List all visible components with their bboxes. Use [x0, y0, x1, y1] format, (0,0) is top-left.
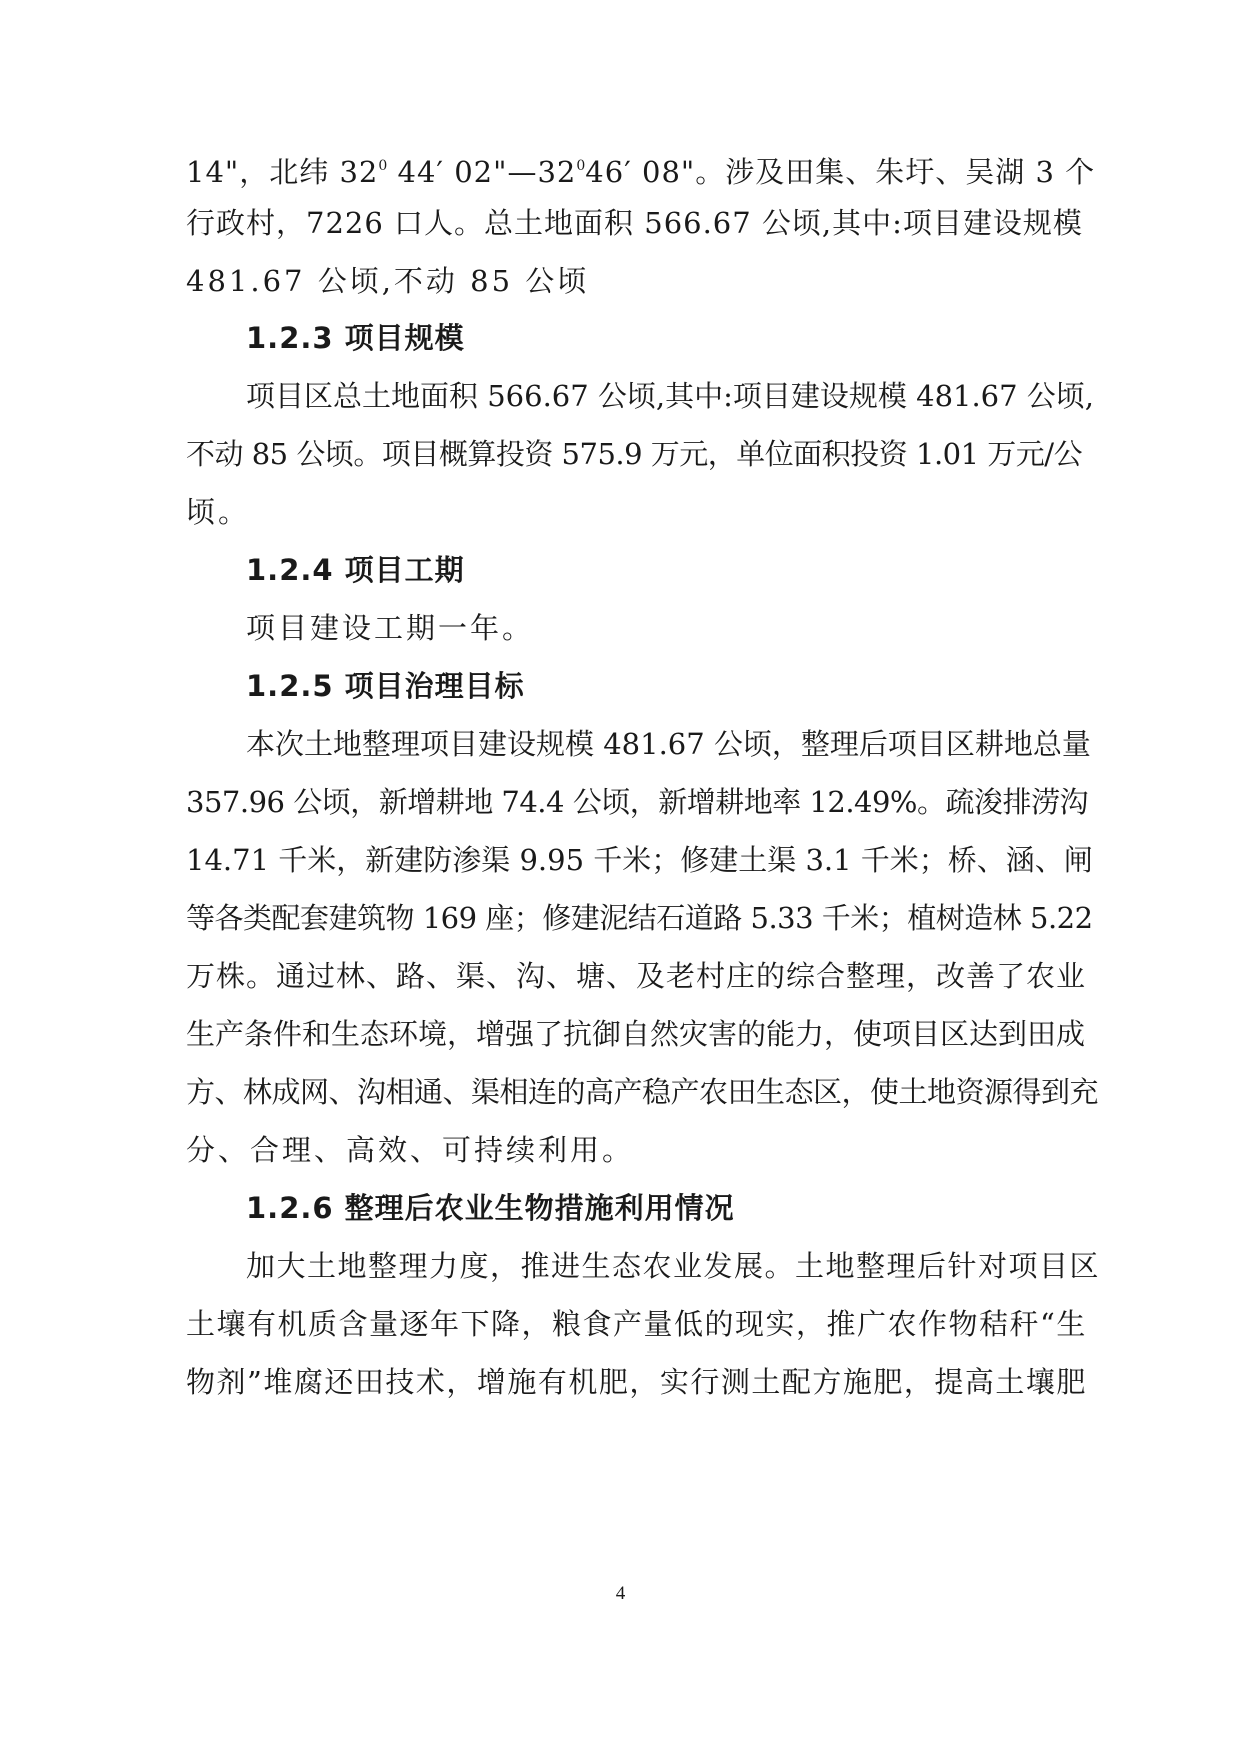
- body-text-line: 14"，北纬 $32^0$ 44′ $02"—32^046'$ 08"。涉及田集、朱圩、吴湖 3 个: [186, 155, 1096, 189]
- section-heading: 1.2.6 整理后农业生物措施利用情况: [246, 1191, 735, 1225]
- body-text-line: 物剂”堆腐还田技术，增施有机肥，实行测土配方施肥，提高土壤肥: [186, 1365, 1087, 1399]
- body-text-line: 项目建设工期一年。: [246, 611, 535, 645]
- body-text-line: 顷。: [186, 495, 251, 529]
- page-number: 4: [615, 1583, 626, 1604]
- section-heading: 1.2.4 项目工期: [246, 553, 465, 587]
- body-text-line: 等各类配套建筑物 169 座；修建泥结石道路 5.33 千米；植树造林 5.22: [186, 901, 1093, 935]
- section-heading: 1.2.3 项目规模: [246, 321, 465, 355]
- body-text-line: 行政村，7226 口人。总土地面积 566.67 公顷,其中:项目建设规模: [186, 206, 1083, 240]
- body-text-line: 生产条件和生态环境，增强了抗御自然灾害的能力，使项目区达到田成: [186, 1017, 1086, 1051]
- body-text-line: 本次土地整理项目建设规模 481.67 公顷，整理后项目区耕地总量: [246, 727, 1091, 761]
- body-text-line: 不动 85 公顷。项目概算投资 575.9 万元，单位面积投资 1.01 万元/公: [186, 437, 1083, 471]
- body-text-line: 481.67 公顷,不动 85 公顷: [186, 264, 590, 298]
- body-text-line: 357.96 公顷，新增耕地 74.4 公顷，新增耕地率 12.49%。疏浚排涝沟: [186, 785, 1088, 819]
- body-text-line: 分、合理、高效、可持续利用。: [186, 1133, 635, 1167]
- body-text-line: 加大土地整理力度，推进生态农业发展。土地整理后针对项目区: [246, 1249, 1101, 1283]
- section-heading: 1.2.5 项目治理目标: [246, 669, 525, 703]
- body-text-line: 项目区总土地面积 566.67 公顷,其中:项目建设规模 481.67 公顷,: [246, 379, 1095, 413]
- body-text-line: 土壤有机质含量逐年下降，粮食产量低的现实，推广农作物秸秆“生: [186, 1307, 1087, 1341]
- body-text-line: 方、林成网、沟相通、渠相连的高产稳产农田生态区，使土地资源得到充: [186, 1075, 1099, 1109]
- body-text-line: 14.71 千米，新建防渗渠 9.95 千米；修建土渠 3.1 千米；桥、涵、闸: [186, 843, 1093, 877]
- body-text-line: 万株。通过林、路、渠、沟、塘、及老村庄的综合整理，改善了农业: [186, 959, 1087, 993]
